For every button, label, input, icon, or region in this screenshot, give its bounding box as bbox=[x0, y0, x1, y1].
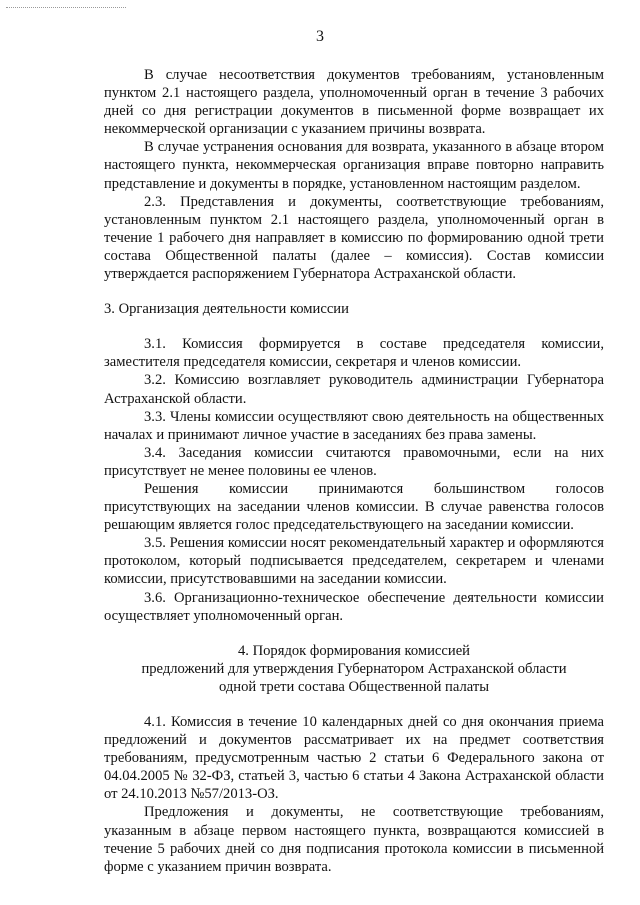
section-heading-3: 3. Организация деятельности комиссии bbox=[104, 301, 349, 318]
paragraph: 4.1. Комиссия в течение 10 календарных дней со дня окончания приема предложений и документов рассматривает их на предмет соответствия требованиям, предусмотренным частью 2 статьи 6 Федерального закона от 04.04.2005 № 32-ФЗ, статьей 3, частью 6 статьи 4 Закона Астраханской области от 24.10.2013 №57/2013-ОЗ. bbox=[104, 714, 604, 803]
paragraph: 3.2. Комиссию возглавляет руководитель администрации Губернатора Астраханской области. bbox=[104, 372, 604, 407]
paragraph: 3.6. Организационно-техническое обеспечение деятельности комиссии осуществляет уполномоченный орган. bbox=[104, 589, 604, 624]
section-heading-4-line: 4. Порядок формирования комиссией bbox=[238, 642, 470, 659]
paragraph: 3.4. Заседания комиссии считаются правомочными, если на них присутствует не менее половины ее членов. bbox=[104, 444, 604, 479]
section-heading-4 bbox=[104, 642, 604, 696]
paragraph: 2.3. Представления и документы, соответствующие требованиям, установленным пунктом 2.1 настоящего раздела, уполномоченный орган в течение 1 рабочего дня направляет в комиссию по формированию одной трети состава Общественной палаты (далее – комиссия). Состав комиссии утверждается распоряжением Губернатора Астраханской области. bbox=[104, 193, 604, 283]
paragraph: 3.3. Члены комиссии осуществляют свою деятельность на общественных началах и принимают личное участие в заседаниях без права замены. bbox=[104, 408, 604, 443]
paragraph: В случае устранения основания для возврата, указанного в абзаце втором настоящего пункта, некоммерческая организация вправе повторно направить представление и документы в порядке, установленном настоящим разделом. bbox=[104, 139, 604, 192]
paragraph: В случае несоответствия документов требованиям, установленным пунктом 2.1 настоящего раздела, уполномоченный орган в течение 3 рабочих дней со дня регистрации документов в письменной форме возвращает их некоммерческой организации с указанием причины возврата. bbox=[104, 67, 604, 138]
page-number: 3 bbox=[316, 28, 324, 45]
paragraph: 3.5. Решения комиссии носят рекомендательный характер и оформляются протоколом, который подписывается председателем, секретарем и членами комиссии, присутствовавшими на заседании комиссии. bbox=[104, 535, 604, 588]
scan-artifact-line bbox=[6, 7, 126, 8]
paragraph: Предложения и документы, не соответствующие требованиям, указанным в абзаце первом настоящего пункта, возвращаются комиссией в течение 5 рабочих дней со дня подписания протокола комиссии в письменной форме с указанием причин возврата. bbox=[104, 804, 604, 875]
document-body bbox=[104, 66, 604, 876]
section-heading-4-line: одной трети состава Общественной палаты bbox=[218, 678, 490, 695]
section-heading-4-line: предложений для утверждения Губернатором Астраханской области bbox=[141, 660, 567, 677]
paragraph: Решения комиссии принимаются большинством голосов присутствующих на заседании членов комиссии. В случае равенства голосов решающим является голос председательствующего на заседании комиссии. bbox=[104, 480, 604, 534]
paragraph: 3.1. Комиссия формируется в составе председателя комиссии, заместителя председателя комиссии, секретаря и членов комиссии. bbox=[104, 336, 604, 371]
